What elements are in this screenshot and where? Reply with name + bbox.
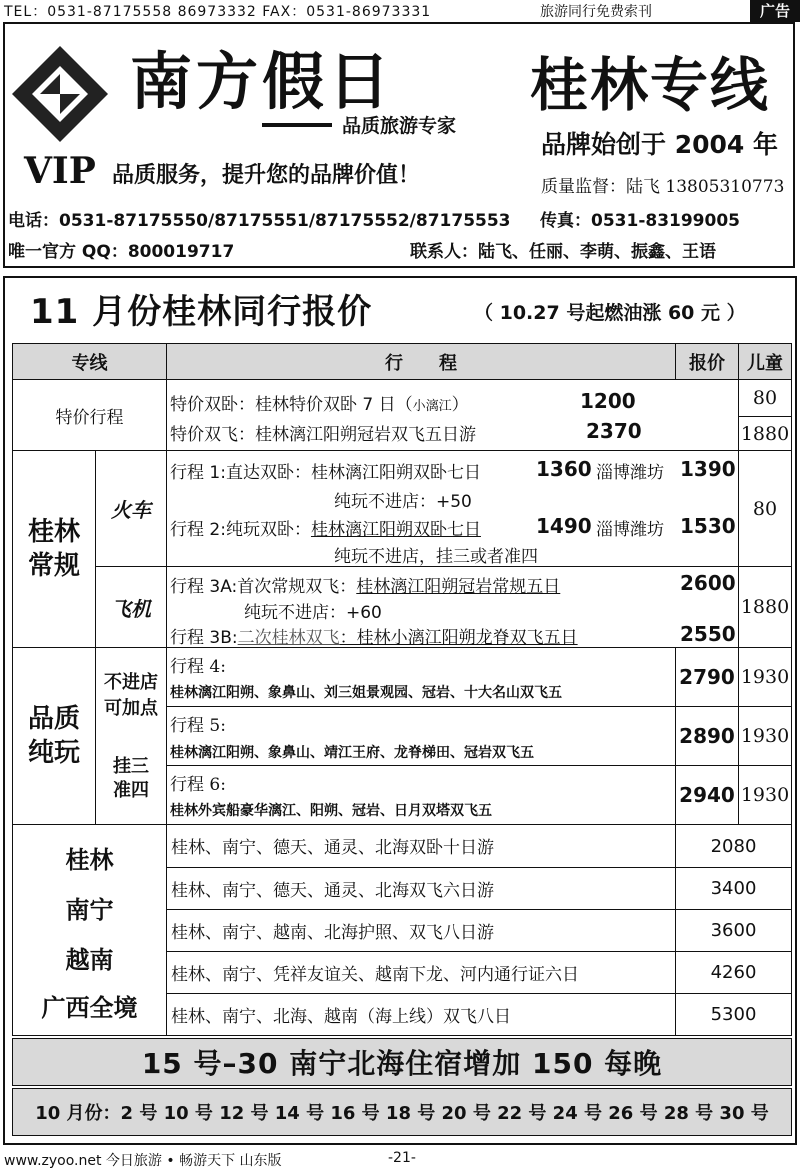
phone-numbers: 电话：0531-87175550/87175551/87175552/87175553 (8, 211, 511, 231)
train-route-2-note: 纯玩不进店，挂三或者准四 (334, 547, 538, 567)
footer (4, 1150, 794, 1170)
plane-route-3a-prefix: 行程 3A:首次常规双飞： (170, 577, 357, 597)
quality-side-no-shop: 不进店可加点 (104, 672, 158, 719)
brand-name: 南方假日 (130, 45, 395, 118)
train-route-2-prefix: 行程 2:纯玩双卧： (170, 520, 311, 540)
special-row-1 (170, 390, 469, 415)
train-route-1-price: 1360 (536, 457, 592, 481)
quality-row-5-head: 行程 5: (170, 716, 226, 736)
brand-since: 品牌始创于 2004 年 (541, 130, 778, 159)
special-line-title: 桂林专线 (530, 51, 771, 119)
special-row-1-child: 80 (738, 379, 792, 417)
header-child: 儿童 (738, 343, 792, 380)
quality-row-4-head: 行程 4: (170, 657, 226, 677)
vip-slogan: 品质服务，提升您的品牌价值！ (112, 163, 421, 188)
quality-row-6-head: 行程 6: (170, 775, 226, 795)
extended-label-guilin: 桂林 (65, 846, 114, 874)
footer-site: www.zyoo.net 今日旅游 • 畅游天下 山东版 (4, 1153, 282, 1169)
extended-row-1-route: 桂林、南宁、德天、通灵、北海双卧十日游 (166, 824, 676, 868)
train-route-2 (170, 515, 481, 540)
train-child-price: 80 (738, 450, 792, 567)
extended-label-vietnam: 越南 (65, 946, 114, 974)
brand-slogan: 品质旅游专家 (342, 115, 457, 137)
quality-row-4-route: 桂林漓江阳朔、象鼻山、刘三姐景观园、冠岩、十大名山双飞五 (170, 685, 562, 701)
nanning-beihai-surcharge-banner: 15 号–30 南宁北海住宿增加 150 每晚 (12, 1038, 792, 1086)
extended-row-5-price: 5300 (675, 993, 792, 1036)
train-route-1-note: 纯玩不进店：+50 (334, 492, 472, 512)
train-route-1: 行程 1:直达双卧：桂林漓江阳朔双卧七日 (170, 463, 481, 483)
plane-route-3b (170, 623, 578, 648)
special-row-1-price: 1200 (580, 389, 636, 413)
train-route-2-alt-price: 1530 (680, 514, 736, 538)
special-row-1-text: 特价双卧：桂林特价双卧 7 日（ (170, 395, 413, 415)
extended-row-5-route: 桂林、南宁、北海、越南（海上线）双飞八日 (166, 993, 676, 1036)
page-number: -21- (388, 1150, 416, 1166)
contact-people: 联系人：陆飞、任丽、李萌、振鑫、王语 (410, 242, 716, 262)
free-magazine-note: 旅游同行免费索刊 (540, 4, 652, 20)
vip-label: VIP (24, 150, 96, 192)
extended-row-2-price: 3400 (675, 867, 792, 910)
quality-row-6-route: 桂林外宾船豪华漓江、阳朔、冠岩、日月双塔双飞五 (170, 803, 492, 819)
train-route-1-alt-price: 1390 (680, 457, 736, 481)
plane-route-3a-route: 桂林漓江阳朔冠岩常规五日 (356, 577, 561, 597)
special-row-1-close: ） (451, 395, 469, 415)
quality-row-6-price: 2940 (675, 765, 739, 825)
plane-route-3a-note: 纯玩不进店：+60 (244, 603, 382, 623)
regular-label: 桂林常规 (12, 450, 96, 648)
ad-badge: 广告 (750, 0, 800, 22)
quality-label: 品质纯玩 (12, 647, 96, 825)
top-bar (0, 0, 800, 20)
special-label: 特价行程 (12, 379, 167, 451)
plane-route-3a (170, 572, 560, 597)
quality-row-4-child: 1930 (738, 647, 792, 707)
plane-child-price: 1880 (738, 566, 792, 648)
extended-label-nanning: 南宁 (65, 896, 114, 924)
plane-route-3b-route: ：桂林小漓江阳朔龙脊双飞五日 (339, 628, 578, 648)
quality-row-5-child: 1930 (738, 706, 792, 766)
departure-dates: 10 月份：2 号 10 号 12 号 14 号 16 号 18 号 20 号 22 号 24 号 26 号 28 号 30 号 (12, 1088, 792, 1136)
header-price: 报价 (675, 343, 739, 380)
extended-row-3-price: 3600 (675, 909, 792, 952)
plane-route-3b-prefix: 行程 3B: (170, 628, 238, 648)
special-row-2-child: 1880 (738, 416, 792, 451)
quality-row-5-price: 2890 (675, 706, 739, 766)
special-row-1-note: 小漓江 (412, 399, 452, 414)
official-qq: 唯一官方 QQ：800019717 (8, 242, 235, 262)
quality-row-6-child: 1930 (738, 765, 792, 825)
fax-number: 传真：0531-83199005 (540, 211, 740, 231)
special-row-2-text: 特价双飞：桂林漓江阳朔冠岩双飞五日游 (170, 425, 476, 445)
train-route-1-alt: 淄博潍坊 (596, 463, 664, 483)
extended-row-4-price: 4260 (675, 951, 792, 994)
quality-supervisor: 质量监督：陆飞 13805310773 (541, 177, 785, 197)
plane-label: 飞机 (95, 566, 167, 648)
header-line: 专线 (12, 343, 167, 380)
fuel-surcharge-note: （ 10.27 号起燃油涨 60 元 ） (474, 302, 746, 324)
train-label: 火车 (95, 450, 167, 567)
extended-row-2-route: 桂林、南宁、德天、通灵、北海双飞六日游 (166, 867, 676, 910)
contact-tel-fax: TEL：0531-87175558 86973332 FAX：0531-86973331 (4, 4, 432, 20)
header-itinerary: 行 程 (166, 343, 676, 380)
plane-route-3a-price: 2600 (680, 571, 736, 595)
train-route-2-price: 1490 (536, 514, 592, 538)
price-list-title: 11 月份桂林同行报价 (30, 292, 373, 332)
plane-route-3b-price: 2550 (680, 622, 736, 646)
extended-row-3-route: 桂林、南宁、越南、北海护照、双飞八日游 (166, 909, 676, 952)
train-route-2-alt: 淄博潍坊 (596, 520, 664, 540)
train-route-2-route: 桂林漓江阳朔双卧七日 (310, 520, 481, 540)
extended-label-guangxi: 广西全境 (41, 994, 138, 1022)
quality-row-5-route: 桂林漓江阳朔、象鼻山、靖江王府、龙脊梯田、冠岩双飞五 (170, 745, 534, 761)
extended-row-1-price: 2080 (675, 824, 792, 868)
quality-row-4-price: 2790 (675, 647, 739, 707)
company-logo-icon (10, 44, 110, 144)
extended-row-4-route: 桂林、南宁、凭祥友谊关、越南下龙、河内通行证六日 (166, 951, 676, 994)
plane-route-3b-mid: 二次桂林双飞 (237, 628, 340, 648)
slogan-dash (262, 123, 332, 127)
quality-side-hotel: 挂三准四 (113, 756, 149, 801)
special-row-2-price: 2370 (586, 419, 642, 443)
